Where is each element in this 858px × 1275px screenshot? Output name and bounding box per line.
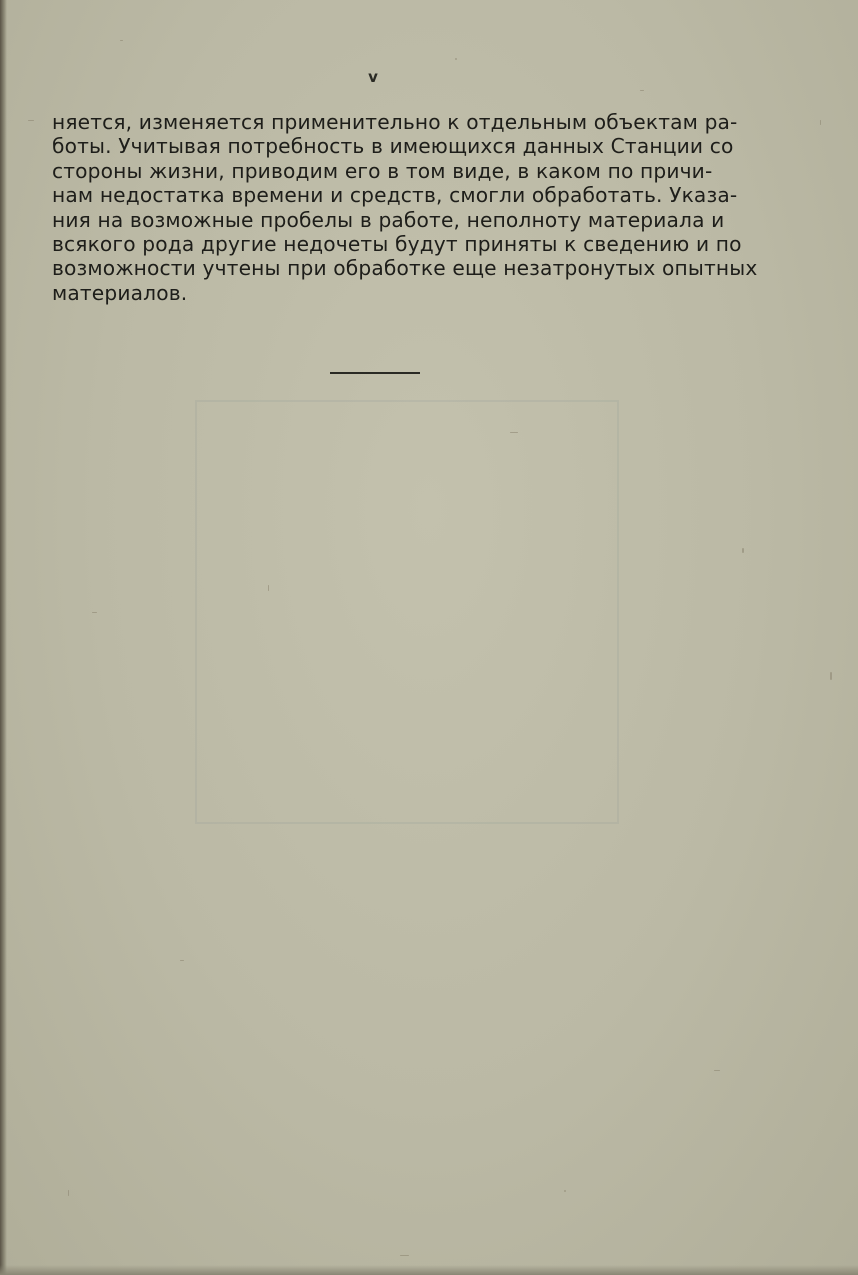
- paper-speck: [640, 90, 644, 91]
- text-line: няется, изменяется применительно к отдельным объектам ра-: [52, 110, 738, 134]
- text-line: нам недостатка времени и средств, смогли обработать. Указа-: [52, 183, 738, 208]
- paper-speck: [455, 58, 457, 60]
- paper-speck: [564, 1190, 566, 1192]
- body-paragraph: [52, 110, 758, 305]
- paper-speck: [28, 120, 34, 121]
- paper-speck: [400, 1255, 409, 1256]
- page-bottom-edge: [0, 1265, 858, 1275]
- show-through-block: [195, 400, 619, 824]
- paper-speck: [830, 672, 832, 680]
- text-line: возможности учтены при обработке еще незатронутых опытных: [52, 256, 758, 281]
- paper-speck: [68, 1190, 69, 1196]
- paper-speck: [820, 120, 821, 125]
- paper-speck: [510, 432, 518, 433]
- text-line: боты. Учитывая потребность в имеющихся данных Станции со: [52, 134, 734, 159]
- paper-speck: [714, 1070, 720, 1071]
- text-line: стороны жизни, приводим его в том виде, в каком по причи-: [52, 158, 713, 183]
- page-binding-edge: [0, 0, 7, 1275]
- text-line: всякого рода другие недочеты будут приняты к сведению и по: [52, 232, 742, 257]
- paper-speck: [180, 960, 184, 961]
- paper-speck: [120, 40, 123, 41]
- text-line: ния на возможные пробелы в работе, неполноту материала и: [52, 207, 725, 232]
- paper-speck: [268, 585, 269, 591]
- page-number: v: [368, 68, 378, 86]
- paper-speck: [742, 548, 744, 553]
- paper-speck: [92, 612, 97, 613]
- section-divider-rule: [330, 372, 420, 374]
- text-line: материалов.: [52, 280, 188, 305]
